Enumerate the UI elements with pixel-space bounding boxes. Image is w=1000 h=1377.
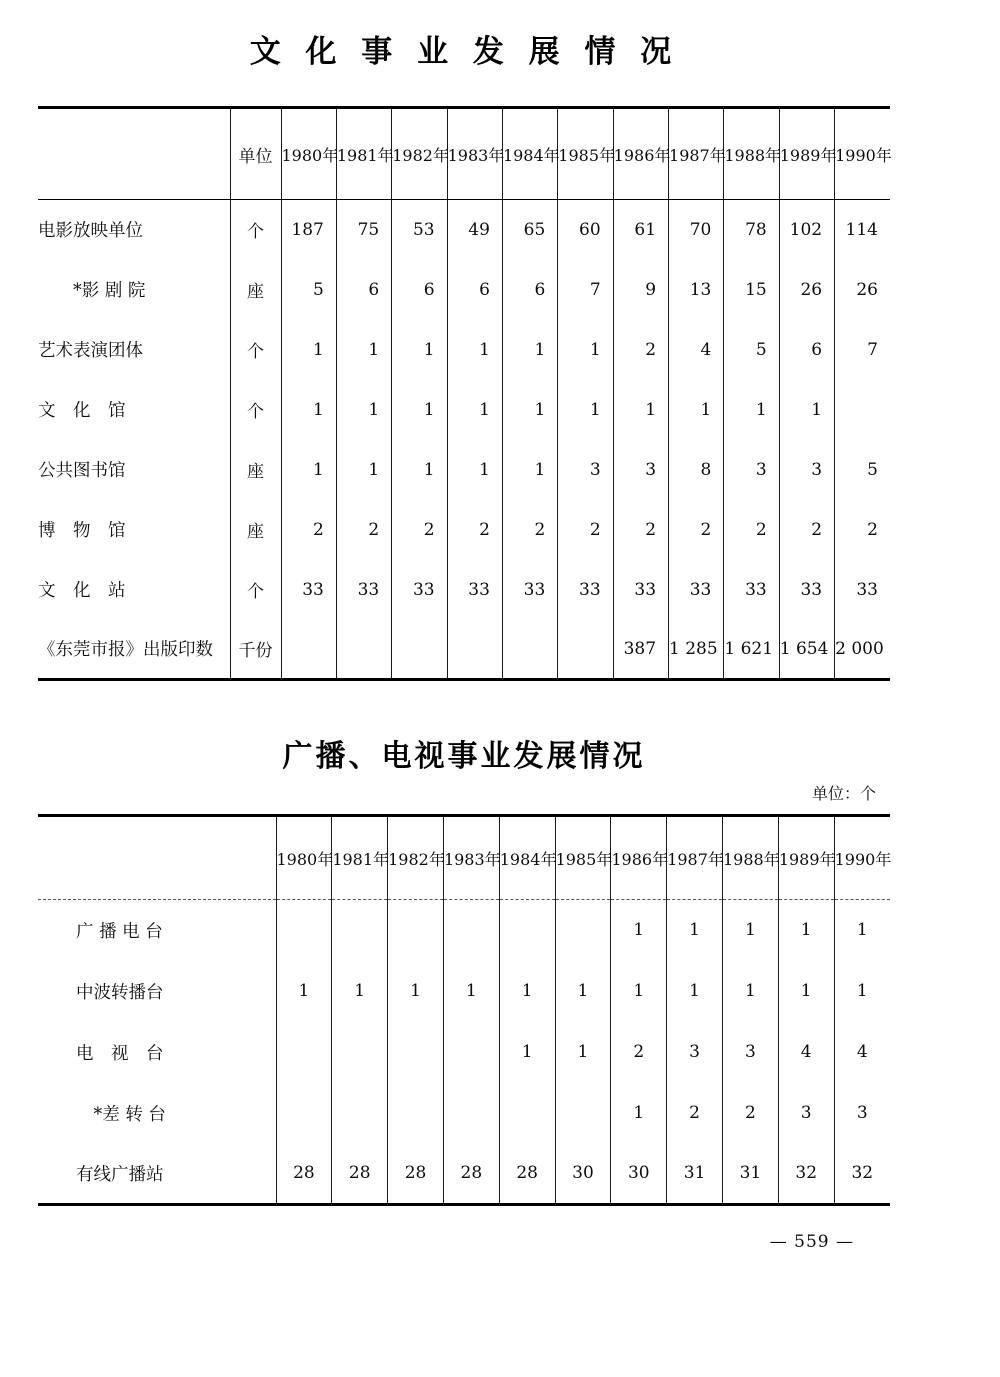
cell-value: 32 (778, 1144, 834, 1205)
cell-value: 33 (779, 560, 834, 620)
cell-value: 2 (392, 500, 447, 560)
cell-value: 33 (392, 560, 447, 620)
cell-value: 53 (392, 200, 447, 260)
cell-value: 49 (447, 200, 502, 260)
row-label: 《东莞市报》出版印数 (38, 640, 213, 661)
cell-value (388, 1022, 444, 1083)
cell-value: 102 (779, 200, 834, 260)
cell-value (443, 900, 499, 961)
year-header: 1985年 (555, 816, 611, 900)
unit-note: 单位：个 (811, 784, 876, 803)
cell-value: 78 (724, 200, 779, 260)
year-header: 1980年 (276, 816, 332, 900)
cell-value: 5 (835, 440, 890, 500)
row-label: 有线广播站 (76, 1164, 164, 1185)
year-header: 1983年 (443, 816, 499, 900)
cell-value (388, 1083, 444, 1144)
cell-value: 4 (669, 320, 724, 380)
cell-value (332, 900, 388, 961)
cell-value (443, 1083, 499, 1144)
page-number: — 559 — (769, 1232, 854, 1252)
cell-value (332, 1083, 388, 1144)
cell-value: 28 (388, 1144, 444, 1205)
cell-value: 187 (281, 200, 336, 260)
cell-value: 1 (336, 440, 391, 500)
cell-value: 6 (392, 260, 447, 320)
cell-value: 31 (667, 1144, 723, 1205)
cell-value: 1 (281, 380, 336, 440)
row-unit: 座 (230, 440, 281, 500)
cell-value: 1 (611, 1083, 667, 1144)
row-unit: 座 (230, 500, 281, 560)
year-header: 1982年 (388, 816, 444, 900)
cell-value: 2 000 (835, 620, 890, 680)
row-unit: 千份 (230, 620, 281, 680)
table-row (38, 900, 890, 961)
cell-value: 2 (447, 500, 502, 560)
culture-development-table (38, 106, 890, 681)
cell-value: 28 (276, 1144, 332, 1205)
cell-value: 30 (611, 1144, 667, 1205)
row-label: 博 物 馆 (38, 521, 126, 541)
cell-value (499, 1083, 555, 1144)
cell-value: 1 (724, 380, 779, 440)
cell-value (555, 900, 611, 961)
cell-value: 30 (555, 1144, 611, 1205)
cell-value: 1 (778, 900, 834, 961)
year-header: 1988年 (724, 108, 779, 200)
row-label: 电影放映单位 (38, 221, 143, 242)
cell-value: 1 (555, 961, 611, 1022)
year-header: 1985年 (558, 108, 613, 200)
cell-value: 1 (392, 440, 447, 500)
cell-value: 9 (613, 260, 668, 320)
cell-value: 1 (502, 320, 557, 380)
row-label: 艺术表演团体 (38, 341, 143, 361)
cell-value: 75 (336, 200, 391, 260)
row-label: 文 化 馆 (38, 401, 126, 421)
cell-value: 3 (613, 440, 668, 500)
year-header: 1980年 (281, 108, 336, 200)
row-unit: 个 (230, 200, 281, 260)
cell-value: 33 (724, 560, 779, 620)
cell-value (336, 620, 391, 680)
cell-value: 31 (723, 1144, 779, 1205)
cell-value: 2 (613, 320, 668, 380)
cell-value: 2 (613, 500, 668, 560)
cell-value: 2 (611, 1022, 667, 1083)
year-header: 1989年 (779, 108, 834, 200)
year-header: 1986年 (613, 108, 668, 200)
cell-value: 2 (724, 500, 779, 560)
cell-value (558, 620, 613, 680)
cell-value: 1 (281, 320, 336, 380)
year-header: 1984年 (502, 108, 557, 200)
cell-value: 1 (558, 320, 613, 380)
cell-value: 1 285 (669, 620, 724, 680)
corner-cell (38, 816, 276, 900)
cell-value: 15 (724, 260, 779, 320)
cell-value: 1 (611, 961, 667, 1022)
cell-value: 1 (392, 320, 447, 380)
cell-value (555, 1083, 611, 1144)
cell-value: 32 (834, 1144, 890, 1205)
cell-value (388, 900, 444, 961)
cell-value: 1 (667, 900, 723, 961)
broadcast-tv-table (38, 814, 890, 1206)
cell-value: 3 (778, 1083, 834, 1144)
cell-value: 387 (613, 620, 668, 680)
cell-value: 1 (332, 961, 388, 1022)
year-header: 1990年 (834, 816, 890, 900)
row-label: 广 播 电 台 (76, 921, 163, 942)
cell-value: 1 (281, 440, 336, 500)
cell-value (499, 900, 555, 961)
cell-value: 1 (499, 1022, 555, 1083)
cell-value: 6 (779, 320, 834, 380)
cell-value: 33 (669, 560, 724, 620)
year-header: 1982年 (392, 108, 447, 200)
cell-value: 1 (613, 380, 668, 440)
cell-value (835, 380, 890, 440)
year-header: 1983年 (447, 108, 502, 200)
cell-value (276, 1083, 332, 1144)
cell-value: 26 (779, 260, 834, 320)
cell-value: 1 (336, 320, 391, 380)
cell-value: 1 (502, 380, 557, 440)
table-row (38, 1022, 890, 1083)
cell-value: 1 (388, 961, 444, 1022)
table1-title: 文 化 事 业 发 展 情 况 (249, 34, 679, 70)
cell-value: 1 (276, 961, 332, 1022)
table-row (38, 620, 890, 680)
cell-value: 3 (834, 1083, 890, 1144)
cell-value: 2 (667, 1083, 723, 1144)
cell-value: 6 (336, 260, 391, 320)
cell-value: 1 654 (779, 620, 834, 680)
cell-value: 7 (835, 320, 890, 380)
cell-value (276, 1022, 332, 1083)
cell-value: 33 (835, 560, 890, 620)
year-header: 1984年 (499, 816, 555, 900)
cell-value: 1 (443, 961, 499, 1022)
cell-value: 33 (613, 560, 668, 620)
cell-value: 1 (555, 1022, 611, 1083)
cell-value: 1 (779, 380, 834, 440)
table-row (38, 1083, 890, 1144)
cell-value: 33 (502, 560, 557, 620)
cell-value (392, 620, 447, 680)
cell-value: 1 (499, 961, 555, 1022)
year-header: 1989年 (778, 816, 834, 900)
cell-value: 1 (502, 440, 557, 500)
cell-value: 5 (281, 260, 336, 320)
row-unit: 座 (230, 260, 281, 320)
year-header: 1988年 (723, 816, 779, 900)
cell-value (281, 620, 336, 680)
document-page (38, 0, 890, 1252)
cell-value: 33 (447, 560, 502, 620)
cell-value: 2 (502, 500, 557, 560)
cell-value: 1 (669, 380, 724, 440)
year-header: 1987年 (667, 816, 723, 900)
cell-value: 26 (835, 260, 890, 320)
row-unit: 个 (230, 560, 281, 620)
cell-value: 4 (778, 1022, 834, 1083)
table1-header-row (38, 108, 890, 200)
cell-value (502, 620, 557, 680)
cell-value (276, 900, 332, 961)
cell-value: 1 (447, 440, 502, 500)
cell-value: 4 (834, 1022, 890, 1083)
table-row (38, 380, 890, 440)
cell-value: 1 (834, 961, 890, 1022)
year-header: 1981年 (332, 816, 388, 900)
cell-value: 2 (336, 500, 391, 560)
table-row (38, 1144, 890, 1205)
cell-value: 3 (779, 440, 834, 500)
cell-value (332, 1022, 388, 1083)
table-row (38, 200, 890, 260)
cell-value: 33 (558, 560, 613, 620)
cell-value: 2 (723, 1083, 779, 1144)
cell-value: 3 (724, 440, 779, 500)
cell-value: 1 (834, 900, 890, 961)
cell-value: 1 (558, 380, 613, 440)
cell-value: 1 (447, 320, 502, 380)
cell-value (443, 1022, 499, 1083)
cell-value: 1 (723, 900, 779, 961)
table-row (38, 500, 890, 560)
cell-value: 13 (669, 260, 724, 320)
cell-value: 8 (669, 440, 724, 500)
cell-value: 2 (779, 500, 834, 560)
cell-value: 6 (447, 260, 502, 320)
cell-value: 1 (447, 380, 502, 440)
table-row (38, 560, 890, 620)
cell-value: 5 (724, 320, 779, 380)
cell-value: 1 (723, 961, 779, 1022)
cell-value: 114 (835, 200, 890, 260)
row-label: 中波转播台 (76, 982, 164, 1003)
cell-value: 1 (611, 900, 667, 961)
cell-value: 2 (835, 500, 890, 560)
cell-value: 1 (667, 961, 723, 1022)
cell-value: 65 (502, 200, 557, 260)
cell-value: 2 (669, 500, 724, 560)
cell-value: 1 (336, 380, 391, 440)
row-label: 文 化 站 (38, 581, 126, 601)
table-row (38, 320, 890, 380)
row-label: *差 转 台 (76, 1104, 166, 1125)
row-unit: 个 (230, 320, 281, 380)
row-label: 电 视 台 (76, 1043, 164, 1064)
cell-value: 7 (558, 260, 613, 320)
table-row (38, 260, 890, 320)
cell-value: 1 621 (724, 620, 779, 680)
cell-value: 61 (613, 200, 668, 260)
cell-value: 70 (669, 200, 724, 260)
row-unit: 个 (230, 380, 281, 440)
cell-value: 28 (499, 1144, 555, 1205)
cell-value: 28 (332, 1144, 388, 1205)
cell-value: 1 (392, 380, 447, 440)
cell-value: 3 (723, 1022, 779, 1083)
cell-value: 28 (443, 1144, 499, 1205)
corner-cell (38, 108, 230, 200)
cell-value: 33 (336, 560, 391, 620)
table2-title: 广播、电视事业发展情况 (282, 739, 646, 774)
cell-value (447, 620, 502, 680)
table-row (38, 440, 890, 500)
year-header: 1981年 (336, 108, 391, 200)
table2-header-row (38, 816, 890, 900)
year-header: 1990年 (835, 108, 890, 200)
cell-value: 33 (281, 560, 336, 620)
row-label: *影 剧 院 (38, 281, 146, 301)
cell-value: 2 (558, 500, 613, 560)
table-row (38, 961, 890, 1022)
year-header: 1987年 (669, 108, 724, 200)
cell-value: 3 (667, 1022, 723, 1083)
cell-value: 6 (502, 260, 557, 320)
year-header: 1986年 (611, 816, 667, 900)
row-label: 公共图书馆 (38, 461, 126, 481)
cell-value: 3 (558, 440, 613, 500)
unit-column-header: 单位 (230, 108, 281, 200)
cell-value: 60 (558, 200, 613, 260)
cell-value: 1 (778, 961, 834, 1022)
cell-value: 2 (281, 500, 336, 560)
